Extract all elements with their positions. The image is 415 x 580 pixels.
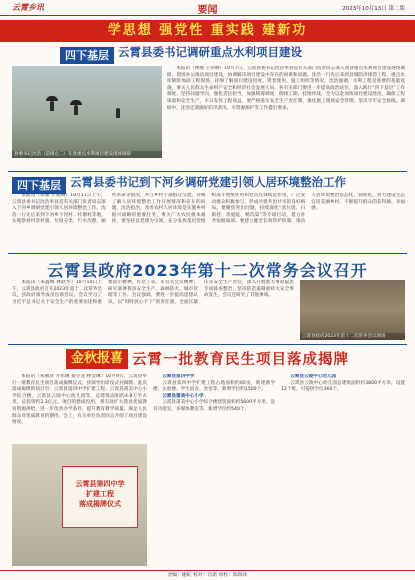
article2-title: 云霄县委书记到下河乡调研党建引领人居环境整治工作 bbox=[70, 175, 346, 189]
article4-title: 云霄一批教育民生项目落成揭牌 bbox=[132, 352, 349, 368]
article1-tag: 四下基层 bbox=[60, 47, 114, 64]
divider bbox=[8, 344, 407, 345]
article3-photo-caption: 云霄县政府2023年第十二次常务会议现场 bbox=[300, 333, 405, 340]
article1-photo bbox=[12, 66, 162, 158]
paper-name: 云霄乡讯 bbox=[12, 2, 44, 12]
article3-body: 本报讯（朱鑫峰 林耿华）10月10日上午，云霄县政府召开2023年第十二次常务会议，县政府领导成员出席会议。会议学习了习近平总书记关于安全生产的重要论述和重要指示精神，传达了省、市有关会议精神；研究部署我县安全生产、森林防火、城市管理等工作。会议强调，要进一步提高思想认识，以“时时放心不下”的责任感，全面压紧压实安全生产责任，深入开展重大事故隐患专项排查整治，坚决防范遏制重特大安全事故发生。会议还研究了其他事项。 bbox=[12, 280, 294, 305]
article2-headline bbox=[12, 174, 346, 191]
article4-body-left: 本报讯（朱丽珍 方伟琳 蔡小龙 林莹琳）10月9日，云霄县举行一批教育民生项目落成揭牌仪式，县领导出席仪式并揭牌。此次落成揭牌的项目有：云霄县第四中学扩建工程、云霄县莆美中心小学综合楼、云霄县云陵中心幼儿园等，总建筑面积约4.8万平方米，总投资约2.3亿元。项目的建成投用，将有效扩大我县优质教育资源供给，进一步改善办学条件，提升教育教学质量，满足人民群众对优质教育的期待。会上，有关单位负责同志介绍了项目建设情况。 bbox=[12, 374, 147, 426]
article4-photo bbox=[12, 444, 147, 566]
theme-banner: 学思想 强党性 重实践 建新功 bbox=[0, 20, 415, 42]
section-title: 要闻 bbox=[197, 5, 218, 16]
article4-body-right: 云霄县云陵中心幼儿园 云霄县云陵中心幼儿园总建筑面积约3800平方米，设置12个班，可提供学位360个。 bbox=[281, 374, 405, 393]
person-figure bbox=[116, 108, 120, 118]
divider bbox=[8, 171, 407, 172]
article4-sub3: 云霄县云陵中心幼儿园 bbox=[290, 374, 337, 379]
page-footer: 责编：谢虹 校对：肖新 审校：陈瑞珍 bbox=[0, 570, 415, 580]
article2-tag: 四下基层 bbox=[12, 177, 66, 194]
person-figure bbox=[74, 105, 78, 115]
article2-body: 本报讯（郑强 庄晓琳）10月11日上午，云霄县委书记沈浩率县直有关部门负责同志深入下河乡调研党建引领人居环境整治工作。沈浩一行先后来到下河乡下河村、杜塘村等地，实地察看村容村貌、垃圾分类、污水治理、厕所革命等情况，并与乡村干部群众交流，详细了解人居环境整治工作开展情况和存在的问题。沈浩指出，改善农村人居环境是实施乡村振兴战略的重要任务，事关广大农民根本福祉。要坚持以党建为引领，充分发挥基层党组织战斗堡垒作用和党员先锋模范作用，广泛发动群众积极参与，形成共建共治共享的良好格局。要聚焦突出问题，持续深化“清垃圾、扫街巷、净庭院、畅沟渠”等专项行动，着力补齐短板弱项。要建立健全长效管护机制，推动人居环境整治常态化、制度化，努力建设生态宜居美丽乡村，不断提升群众的获得感、幸福感。 bbox=[12, 193, 405, 225]
article1-photo-caption: 县委书记沈浩（前排左二）在县重点水利项目建设现场调研 bbox=[12, 151, 162, 158]
article4-headline bbox=[0, 348, 415, 369]
article4-sub2: 云霄县莆美中心小学 bbox=[162, 393, 204, 399]
article3-photo bbox=[300, 280, 405, 340]
divider bbox=[8, 253, 407, 254]
person-figure bbox=[50, 101, 54, 111]
ceremony-sign: 云霄县第四中学 扩建工程 落成揭牌仪式 bbox=[62, 466, 138, 528]
article4-tag: 金秋报喜 bbox=[66, 349, 128, 369]
masthead bbox=[0, 0, 415, 16]
article4-sub1: 云霄县第四中学 bbox=[162, 374, 195, 379]
article3-headline: 云霄县政府2023年第十二次常务会议召开 bbox=[47, 261, 368, 280]
article1-title: 云霄县委书记调研重点水利项目建设 bbox=[118, 45, 302, 59]
article1-body: 本报讯（林丽 王伟林）10月7日，云霄县委书记沈浩率县直有关部门负责同志深入我县重点水利项目建设现场调研，现场办公推动项目建设，协调解决项目建设中存在的困难和问题。沈浩一行先后来到县城防洪排涝工程、重点水库除险加固工程现场，详细了解项目建设进度、资金使用、施工组织等情况。沈浩强调，水利工程是重要的基础设施，事关人民群众生命财产安全和经济社会发展大局。各有关部门要进一步提高政治站位，深入践行“四下基层”工作制度，坚持问题导向，强化责任担当，加强统筹调度，倒排工期、挂图作战，全力以赴加快项目建设进度，确保工程质量和安全生产，早日发挥工程效益。要严格落实安全生产责任制，强化施工现场安全管理，坚决守牢安全底线。调研中，沈浩还就做好防汛备汛、水资源保护等工作提出要求。 bbox=[167, 66, 405, 111]
issue-date: 2023年10月13日 第二版 bbox=[342, 6, 405, 12]
article4-body-mid: 云霄县第四中学 云霄县第四中学扩建工程占地面积约60亩，新建教学楼、实验楼、学生宿舍、食堂等，新增学位约1500个。 云霄县莆美中心小学 云霄县莆美中心小学综合楼建筑面积约5600平方米，设有功能室、多媒体教室等，新增学位约540个。 bbox=[153, 374, 275, 412]
article1-headline bbox=[60, 44, 302, 61]
